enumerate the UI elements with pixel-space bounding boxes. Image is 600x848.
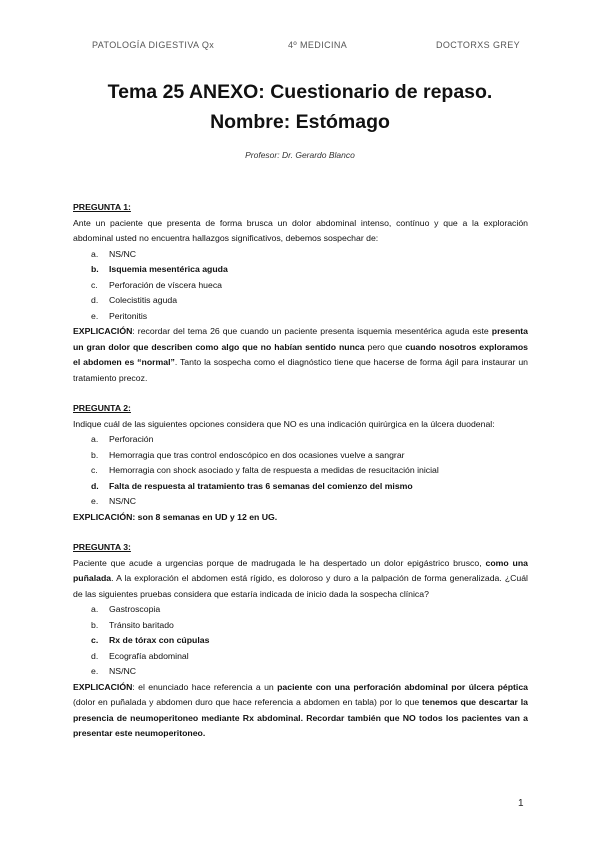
question-text: Ante un paciente que presenta de forma brusca un dolor abdominal intenso, contínuo y que a la exploración abdominal usted no encuentra hallazgos significativos, debemos sospechar de: [73, 217, 528, 243]
question-3 [73, 540, 528, 742]
header-author: DOCTORXS GREY [436, 40, 521, 50]
explanation-emphasis: presenta un gran dolor que describen como algo que no habían sentido nunca [73, 326, 528, 352]
option-letter: a. [91, 248, 99, 259]
explanation-emphasis: paciente con una perforación abdominal por úlcera péptica [277, 681, 528, 692]
question-2 [73, 401, 528, 525]
option-text: Colecistitis aguda [109, 295, 178, 305]
option-text: Peritonitis [109, 310, 148, 321]
question-text: Indique cuál de las siguientes opciones considera que NO es una indicación quirúrgica en la úlcera duodenal: [73, 418, 495, 429]
professor-line: Profesor: Dr. Gerardo Blanco [245, 150, 355, 160]
option-b [91, 448, 528, 464]
option-c [91, 463, 528, 479]
explanation [73, 324, 528, 386]
explanation-label: EXPLICACIÓN [73, 681, 133, 692]
option-d [91, 649, 528, 665]
explanation-label: EXPLICACIÓN [73, 326, 133, 336]
option-letter: c. [91, 279, 98, 290]
option-e [91, 309, 528, 325]
explanation-text: (dolor en puñalada y abdomen duro que hace referencia a abdomen en tabla) por lo que [73, 697, 422, 707]
option-text: Hemorragia con shock asociado y falta de respuesta a medidas de resucitación inicial [109, 465, 439, 475]
question-text-part: Paciente que acude a urgencias porque de madrugada le ha despertado un dolor epigástrico brusco, [73, 557, 486, 568]
option-text: NS/NC [109, 496, 137, 506]
option-letter: c. [91, 635, 99, 645]
explanation-text: . Tanto la sospecha como el diagnóstico tiene que hacerse de forma ágil para instaurar un tratamiento precoz. [73, 357, 528, 383]
option-letter: a. [91, 604, 99, 614]
explanation-text: : recordar del tema 26 que cuando un paciente presenta isquemia mesentérica aguda este [132, 326, 492, 336]
option-a [91, 432, 528, 448]
option-c [91, 278, 528, 294]
question-heading: PREGUNTA 3: [73, 542, 131, 552]
explanation [73, 680, 528, 742]
option-a [91, 247, 528, 263]
header-course: 4º MEDICINA [288, 40, 348, 50]
question-heading: PREGUNTA 1: [73, 202, 131, 212]
option-letter: d. [91, 650, 99, 661]
document-subtitle: Nombre: Estómago [210, 111, 390, 133]
option-letter: b. [91, 449, 99, 460]
option-letter: b. [91, 619, 99, 630]
document-title: Tema 25 ANEXO: Cuestionario de repaso. [107, 81, 493, 103]
option-letter: e. [91, 666, 99, 676]
option-d-correct [91, 479, 528, 495]
page-number: 1 [518, 798, 524, 809]
option-letter: d. [91, 480, 99, 491]
question-text-emphasis: como una puñalada [73, 557, 528, 583]
explanation-text: pero que [364, 341, 406, 352]
option-text: NS/NC [109, 248, 137, 259]
option-letter: c. [91, 465, 98, 475]
option-text: Isquemia mesentérica aguda [109, 264, 228, 274]
option-letter: e. [91, 310, 99, 321]
options-list [73, 602, 528, 680]
explanation-text: : el enunciado hace referencia a un [132, 681, 278, 692]
option-text: Gastroscopia [109, 604, 161, 614]
option-text: Perforación de víscera hueca [109, 279, 223, 290]
explanation-label: EXPLICACIÓN [73, 511, 133, 522]
header-subject: PATOLOGÍA DIGESTIVA Qx [92, 40, 215, 50]
explanation-emphasis: tenemos que descartar la presencia de neumoperitoneo mediante Rx abdominal. Recordar también que NO todos los pacientes van a presentar este neumoperitoneo. [73, 697, 528, 738]
option-text: NS/NC [109, 666, 137, 676]
question-text-part: . A la exploración el abdomen está rígido, es doloroso y duro a la palpación de forma generalizada. ¿Cuál de las siguientes pruebas considera que estaría indicada de inicio dada la sospecha clínica? [73, 573, 528, 599]
option-text: Ecografía abdominal [109, 650, 189, 661]
option-letter: b. [91, 264, 99, 274]
option-a [91, 602, 528, 618]
option-c-correct [91, 633, 528, 649]
option-e [91, 494, 528, 510]
options-list [73, 247, 528, 325]
option-b [91, 618, 528, 634]
option-e [91, 664, 528, 680]
options-list [73, 432, 528, 510]
option-text: Rx de tórax con cúpulas [109, 635, 210, 645]
explanation-text: : son 8 semanas en UD y 12 en UG. [132, 511, 278, 522]
question-text [73, 556, 528, 603]
question-heading: PREGUNTA 2: [73, 403, 131, 413]
option-d [91, 293, 528, 309]
explanation-emphasis: cuando nosotros exploramos el abdomen es “normal” [73, 341, 529, 367]
option-text: Tránsito baritado [109, 619, 174, 630]
question-1 [73, 200, 528, 386]
option-letter: e. [91, 496, 99, 506]
option-text: Hemorragia que tras control endoscópico en dos ocasiones vuelve a sangrar [109, 449, 405, 460]
questionnaire-body [73, 200, 528, 742]
option-letter: a. [91, 434, 99, 444]
option-b-correct [91, 262, 528, 278]
option-letter: d. [91, 295, 99, 305]
option-text: Perforación [109, 434, 154, 444]
explanation [73, 510, 528, 526]
option-text: Falta de respuesta al tratamiento tras 6 semanas del comienzo del mismo [109, 480, 413, 491]
